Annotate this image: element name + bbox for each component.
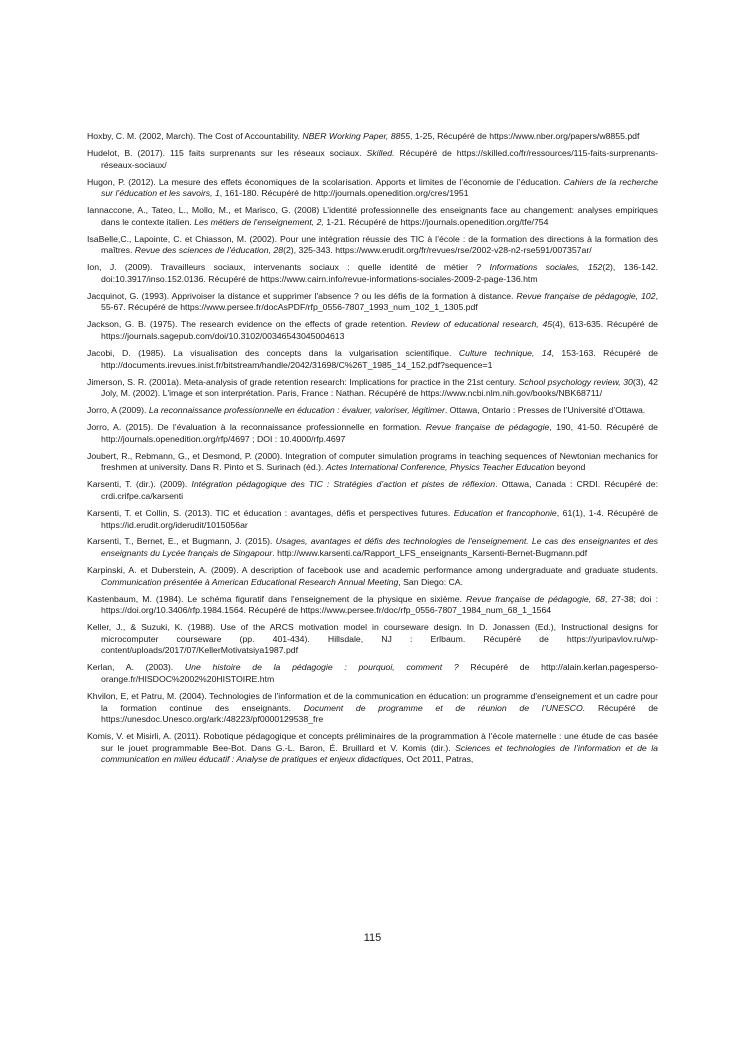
reference-italic-segment: Skilled. (366, 147, 395, 158)
reference-text-segment: , 55-67. Récupéré de https://www.persee.fr/docAsPDF/rfp_0556-7807_1993_num_102_1_1305.pdf (101, 290, 658, 313)
reference-entry (87, 262, 658, 285)
reference-text-segment: Jorro, A. (2015). De l’évaluation à la reconnaissance professionnelle en formation. (87, 422, 426, 433)
reference-text-segment: , 61(1), 1-4. Récupéré de https://id.erudit.org/iderudit/1015056ar (101, 507, 658, 530)
reference-text-segment: . http://www.karsenti.ca/Rapport_LFS_enseignants_Karsenti-Bernet-Bugmann.pdf (272, 548, 588, 559)
reference-text-segment: Joubert, R., Rebmann, G., et Desmond, P. (2000). Integration of computer simulation programs in teaching sequences of Newtonian mechanics for freshmen at university. Dans R. Pinto et S. Surinach (éd.). (87, 450, 658, 473)
reference-text-segment: Komis, V. et Misirli, A. (2011). Robotique pédagogique et concepts préliminaires de la programmation à l’école maternelle : une étude de cas basée sur le jouet programmable Bee-Bot. Dans G.-L. Baron, É. Bruillard et V. Komis (dir.). (87, 731, 658, 753)
reference-text-segment: Jackson, G. B. (1975). The research evidence on the effects of grade retention. (87, 319, 412, 330)
reference-text-segment: Karpinski, A. et Duberstein, A. (2009). A description of facebook use and academic performance among undergraduate and graduate students. (87, 565, 658, 576)
reference-text-segment: , 1-25, Récupéré de https://www.nber.org/papers/w8855.pdf (410, 131, 640, 141)
reference-entry (87, 291, 658, 314)
reference-text-segment: Jacobi, D. (1985). La visualisation des concepts dans la vulgarisation scientifique. (87, 348, 459, 359)
reference-text-segment: , 161-180. Récupéré de http://journals.openedition.org/cres/1951 (219, 188, 469, 199)
reference-text-segment: 1-21. Récupéré de https://journals.openedition.org/tfe/754 (323, 216, 549, 227)
reference-entry (87, 731, 658, 766)
reference-text-segment: (4), 613-635. Récupéré de https://journals.sagepub.com/doi/10.3102/00346543045004613 (101, 319, 658, 342)
reference-italic-segment: Communication présentée à American Educational Research Annual Meeting (101, 576, 399, 587)
reference-text-segment: Iannaccone, A., Tateo, L., Mollo, M., et Marisco, G. (2008) L’identité professionnelle des enseignants face au changement: analyses empiriques dans le contexte italien. (87, 205, 658, 227)
reference-italic-segment: Les métiers de l'enseignement, 2, (194, 216, 324, 227)
reference-entry (87, 594, 658, 617)
reference-text-segment: Récupéré de https://skilled.co/fr/ressources/115-faits-surprenants-réseaux-sociaux/ (101, 147, 658, 170)
reference-text-segment: , 153-163. Récupéré de http://documents.irevues.inist.fr/bitstream/handle/2042/31698/C%26T_1985_14_152.pdf?sequence=1 (101, 348, 658, 370)
reference-italic-segment: Review of educational research, 45 (411, 319, 553, 330)
reference-italic-segment: Revue des sciences de l’éducation, 28 (134, 245, 284, 256)
reference-text-segment: Kastenbaum, M. (1984). Le schéma figuratif dans l'enseignement de la physique en sixième. (87, 593, 467, 604)
reference-italic-segment: Revue française de pédagogie (425, 422, 550, 433)
reference-italic-segment: School psychology review, 30 (518, 376, 633, 387)
reference-entry (87, 536, 658, 559)
reference-entry (87, 622, 658, 657)
reference-italic-segment: NBER Working Paper, 8855 (302, 131, 411, 141)
reference-text-segment: , 190, 41-50. Récupéré de http://journals.openedition.org/rfp/4697 ; DOI : 10.4000/rfp.4697 (101, 422, 658, 444)
reference-text-segment: (2), 325-343. https://www.erudit.org/fr/revues/rse/2002-v28-n2-rse591/007357ar/ (283, 245, 592, 256)
reference-entry (87, 508, 658, 531)
reference-italic-segment: Revue française de pédagogie, 68 (466, 593, 605, 604)
reference-text-segment: Karsenti, T., Bernet, E., et Bugmann, J. (2015). (87, 536, 276, 547)
reference-text-segment: Récupéré de https://unesdoc.Unesco.org/ark:/48223/pf0000129538_fre (101, 702, 658, 725)
reference-text-segment: , San Diego: CA. (398, 576, 464, 587)
reference-text-segment: (3), 42 Joly, M. (2002). L'image et son interprétation. Paris, France : Nathan. Récupéré de https://www.ncbi.nlm.nih.gov/books/NBK68711/ (101, 376, 658, 399)
reference-text-segment: Hoxby, C. M. (2002, March). The Cost of Accountability. (87, 131, 303, 141)
reference-italic-segment: Actes International Conference, Physics Teacher Education (325, 462, 555, 473)
reference-italic-segment: Sciences et technologies de l’information et de la communication en milieu éducatif : Analyse de pratiques et enjeux didactiques, (101, 742, 658, 765)
reference-text-segment: Hudelot, B. (2017). 115 faits surprenants sur les réseaux sociaux. (87, 147, 367, 158)
reference-text-segment: Jimerson, S. R. (2001a). Meta-analysis of grade retention research: Implications for practice in the 21st century. (87, 376, 519, 387)
reference-italic-segment: Intégration pédagogique des TIC : Stratégies d’action et pistes de réflexion (191, 479, 496, 490)
reference-italic-segment: Informations sociales, 152 (489, 262, 603, 273)
reference-entry (87, 405, 658, 417)
reference-entry (87, 205, 658, 228)
reference-entry (87, 662, 658, 685)
reference-italic-segment: Une histoire de la pédagogie : pourquoi, comment ? (184, 662, 459, 673)
reference-entry (87, 377, 658, 400)
reference-italic-segment: Revue française de pédagogie, 102 (516, 290, 656, 301)
reference-entry (87, 177, 658, 200)
reference-text-segment: , 27-38; doi : https://doi.org/10.3406/rfp.1984.1564. Récupéré de https://www.persee.fr/doc/rfp_0556-7807_1984_num_68_1_1564 (101, 593, 659, 616)
reference-text-segment: beyond (554, 462, 586, 473)
reference-list (87, 131, 658, 771)
reference-entry (87, 422, 658, 445)
reference-entry (87, 234, 658, 257)
reference-italic-segment: Cahiers de la recherche sur l’éducation et les savoirs, 1 (101, 176, 659, 199)
reference-text-segment: Keller, J., & Suzuki, K. (1988). Use of the ARCS motivation model in courseware design. In D. Jonassen (Ed.), Instructional designs for microcomputer courseware (pp. 401-434). Hillsdale, NJ : Erlbaum. Récupéré de https://yuripavlov.ru/wp-content/uploads/2017/07/KellerMotivatsiya1987.pdf (87, 622, 658, 656)
reference-text-segment: Karsenti, T. et Collin, S. (2013). TIC et éducation : avantages, défis et perspectives futures. (87, 507, 454, 518)
reference-entry (87, 451, 658, 474)
reference-entry (87, 131, 658, 143)
reference-text-segment: Khvilon, E, et Patru, M. (2004). Technologies de l'information et de la communication en éducation: un programme d'enseignement et un cadre pour la formation continue des enseignants. (87, 690, 658, 713)
reference-text-segment: . Ottawa, Canada : CRDI. Récupéré de: crdi.crifpe.ca/karsenti (101, 479, 658, 501)
reference-text-segment: . Ottawa, Ontario : Presses de l’Université d’Ottawa. (444, 405, 646, 416)
reference-entry (87, 319, 658, 342)
reference-text-segment: Ion, J. (2009). Travailleurs sociaux, intervenants sociaux : quelle identité de métier ? (87, 262, 490, 273)
reference-text-segment: Récupéré de http://alain.kerlan.pagesperso-orange.fr/HISDOC%2002%20HISTOIRE.htm (101, 662, 658, 684)
reference-entry (87, 565, 658, 588)
reference-entry (87, 479, 658, 502)
reference-text-segment: Kerlan, A. (2003). (87, 662, 185, 673)
reference-text-segment: IsaBelle,C., Lapointe, C. et Chiasson, M. (2002). Pour une intégration réussie des TIC à l’école : de la formation des directions à la formation des maîtres. (87, 233, 658, 256)
reference-entry (87, 691, 658, 726)
reference-italic-segment: Culture technique, 14 (458, 348, 552, 359)
reference-entry (87, 348, 658, 371)
reference-italic-segment: Document de programme et de réunion de l’UNESCO. (303, 702, 586, 713)
page-number: 115 (363, 932, 382, 944)
reference-italic-segment: Education et francophonie (453, 507, 557, 518)
reference-text-segment: (2), 136-142. doi:10.3917/inso.152.0136. Récupéré de https://www.cairn.info/revue-informations-sociales-2009-2-page-136.htm (101, 262, 658, 284)
reference-italic-segment: Usages, avantages et défis des technologies de l'enseignement. Le cas des enseignantes et des enseignants du Lycée français de Singapour (101, 536, 658, 559)
reference-entry (87, 148, 658, 171)
reference-italic-segment: La reconnaissance professionnelle en éducation : évaluer, valoriser, légitimer (148, 405, 445, 416)
reference-text-segment: Jorro, A (2009). (87, 405, 149, 416)
reference-text-segment: Jacquinot, G. (1993). Apprivoiser la distance et supprimer l'absence ? ou les défis de la formation à distance. (87, 290, 517, 301)
reference-text-segment: Karsenti, T. (dir.). (2009). (87, 479, 192, 490)
reference-text-segment: Hugon, P. (2012). La mesure des effets économiques de la scolarisation. Apports et limites de l’économie de l’éducation. (87, 176, 564, 187)
reference-text-segment: Oct 2011, Patras, (403, 754, 474, 765)
